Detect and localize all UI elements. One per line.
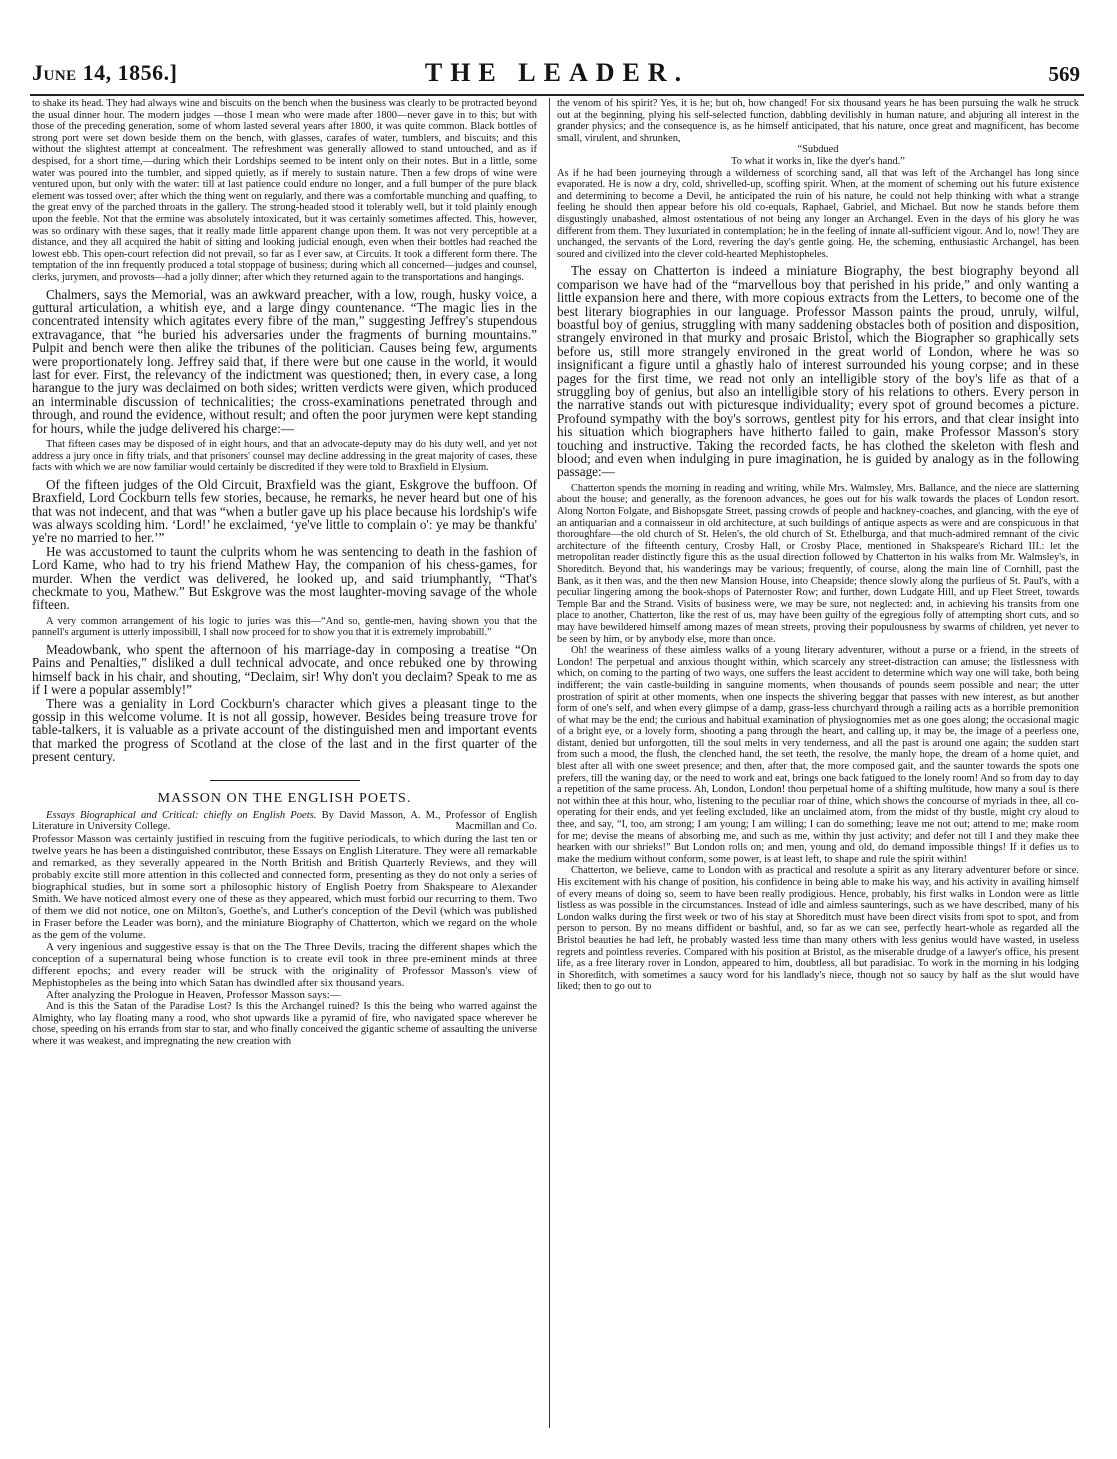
right-quote-resolute: Chatterton, we believe, came to London with as practical and resolute a spirit as any literary adventurer before or since. His excitement with his change of position, his confidence in being able to make his way, and his activity in availing himself of every means of doing so, seem to have been really prodigious. Hence, probably, his first walks in London were as little listless as was possible in the circumstances. Instead of idle and aimless saunterings, such as we have described, many of his London walks during the first week or two of his stay at Shoreditch must have been direct visits from spot to spot, and from person to person. By no means diffident or bashful, and, so far as we can see, perfectly heart-whole as regarded all the Bristol beauties he had left, he probably wasted less time than many others with less genius would have wasted, in useless regrets and pointless reveries. Compared with his position at Bristol, as the miserable drudge of a lawyer's office, his present life, as a free literary rover in London, appeared to him, doubtless, all but paradisiac. To work in the morning in his lodging in Shoreditch, with sometimes a saucy word for his landlady's niece, though not so saucy by half as the slut would have liked; then to go out to [557, 865, 1079, 993]
left-paragraph-meadowbank: Meadowbank, who spent the afternoon of his marriage-day in composing a treatise “On Pains and Penalties,” disliked a dull technical advocate, and once rebuked one by throwing himself back in his chair, and shouting, “Declaim, sir! Why don't you declaim? Speak to me as if I were a popular assembly!” [32, 642, 537, 698]
bibliographic-line [32, 810, 537, 834]
left-paragraph-chalmers: Chalmers, says the Memorial, was an awkward preacher, with a low, rough, husky voice, a guttural articulation, a whitish eye, and a large dingy countenance. “The magic lies in the concentrated intensity which agitates every fibre of the man,” suggesting Jeffrey's stupendous extravagance, that “he buried his adversaries under the fragments of burning mountains.” Pulpit and bench were then alike the tribunes of the politician. Causes being few, arguments were proportionately long. Jeffrey said that, if there were but one cause in the world, it would last for ever. First, the relevancy of the indictment was questioned; then, in every case, a long harangue to the jury was declaimed on both sides; written verdicts were given, which produced an interminable discussion of technicalities; the cross-examinations penetrated through and through, and round the evidence, without result; and often the poor jurymen were kept standing for hours, while the judge delivered his charge:— [32, 286, 537, 436]
left-paragraph-prologue: After analyzing the Prologue in Heaven, Professor Masson says:— [46, 989, 341, 1002]
newspaper-title: THE LEADER. [424, 58, 690, 87]
left-quote-2: That fifteen cases may be disposed of in eight hours, and that an advocate-deputy may do his duty well, and yet not address a jury once in fifty trials, and that prisoners' counsel may decline addressing in the great majority of cases, these facts with which we are now familiar would certainly be discredited if they were told to Braxfield in Elysium. [32, 438, 537, 474]
book-author: By David Masson, A. M., Professor of English Literature in University College. [32, 809, 538, 833]
right-quote-archangel: As if he had been journeying through a wilderness of scorching sand, all that was left of the Archangel has long since evaporated. He is now a dry, cold, shrivelled-up, scoffing spirit. When, at the moment of scheming out his future existence and determining to become a Devil, he anticipated the ruin of his nature, he could not help thinking with what a strange feeling he should then appear before his old co-equals, Raphael, Gabriel, and Michael. But now he stands before them disgustingly unabashed, almost ostentatious of not being any longer an Archangel. Even in the days of his glory he was different from them. They luxuriated in contemplation; he in the feeling of innate all-sufficient vigour. And lo, now! They are unchanged, the servants of the Lord, revering the day's gentle going. He, the scheming, enthusiastic Archangel, has been soured and civilized into the clever cold-hearted Mephistopheles. [557, 167, 1079, 260]
book-publisher: Macmillan and Co. [455, 821, 537, 833]
left-paragraph-three-devils: A very ingenious and suggestive essay is that on the The Three Devils, tracing the different shapes which the conception of a supernatural being whose function is to create evil took in three pre-eminent minds at three different epochs; and every reader will be struck with the originality of Professor Masson's view of Mephistopheles as the being into which Satan has dwindled after six thousand years. [32, 941, 537, 990]
right-quote-weariness: Oh! the weariness of these aimless walks of a young literary adventurer, without a purse or a friend, in the streets of London! The perpetual and anxious thought within, which scarcely any street-distraction can amuse; the listlessness with which, on coming to the parting of two ways, one suffers the least accident to determine which way one will take, both being indifferent; the vain castle-building in sanguine moments, when thousands of pounds seem possible and near; the utter prostration of spirit at other moments, when one inspects the shivering beggar that passes with new interest, as but another form of one's self, and when every glimpse of a damp, grass-less churchyard through a railing acts as a horrible premonition of what may be the end; the curious and habitual examination of physiognomies met as one goes along; the occasional magic of a bright eye, or a lovely form, shooting a pang through the heart, and calling up, it may be, the image of a peerless one, distant, denied but unforgotten, till the soul melts in very tenderness, and all the past is around one again; the sudden start from such a mood, the flush, the clenched hand, the set teeth, the resolve, the manly hope, the dream of a home quiet, and blest after all with one sweet presence; and then, after that, the more composed gait, and the saunter towards the spots one prefers, till the waning day, or the need to work and eat, brings one back fatigued to the lonely room! And so from day to day a repetition of the same process. Ah, London, London! thou perpetual home of a shifting multitude, how many a soul is there not within thee at this hour, who, listening to the peculiar roar of thine, which shows the concourse of myriads in thee, all co-operating for their ends, and yet feeling excluded, like an unclaimed atom, from the midst of thy bustle, might cry aloud to thee, and say, “I, too, am strong; I am young; I am willing; I can do something; leave me not out; attend to me; make room for me; devise the means of absorbing me, and such as me, within thy just activity; and defer not till I and they make thee hearken with our shrieks!” But London rolls on; and men, young and old, do demand impossible things! If it defies us to make the medium without conform, some power, is at least left, to shape and rule the spirit within! [557, 645, 1079, 865]
page-number: 569 [1048, 62, 1080, 86]
section-separator [210, 780, 360, 781]
right-verse-line-1: “Subdued [797, 144, 839, 156]
left-quote-3: A very common arrangement of his logic to juries was this—“And so, gentle-men, having shown you that the pannell's argument is utterly impossibill, I shall now proceed for to show you that it is extremely improbabill.” [32, 615, 537, 639]
left-paragraph-braxfield: Of the fifteen judges of the Old Circuit, Braxfield was the giant, Eskgrove the buffoon. Of Braxfield, Lord Cockburn tells few stories, because, he remarks, he never heard but one of his that was not indecent, and that was “when a butler gave up his place because his lordship's wife was always scolding him. ‘Lord!’ he exclaimed, ‘ye've little to complain o': ye may be thankfu' ye're no married to her.’” [32, 476, 537, 546]
issue-date: June 14, 1856.] [32, 60, 178, 85]
column-divider [549, 98, 550, 1428]
header-rule [30, 94, 1084, 96]
left-quote-satan: And is this the Satan of the Paradise Lost? Is this the Archangel ruined? Is this the being who warred against the Almighty, who lay floating many a rood, who shot upwards like a pyramid of fire, who navigated space wherever he chose, speeding on his errands from star to star, and who finally conceived the gigantic scheme of assaulting the universe where it was weakest, and impregnating the new creation with [32, 1001, 537, 1048]
left-paragraph-masson: Professor Masson was certainly justified in rescuing from the fugitive periodicals, to which during the last ten or twelve years he has been a distinguished contributor, these Essays on English Literature. They were all remarkable and remarked, as they severally appeared in the North British and British Quarterly Reviews, and they will probably excite still more attention in this collected and connected form, presenting as they do not only a series of biographical studies, but in some sort a philosophic history of English Poetry from Shakspeare to Alexander Smith. We have noticed almost every one of these as they appeared, which must forbid our recurring to them. Two of them we did not notice, one on Milton's, Goethe's, and Luther's conception of the Devil (which was published in Fraser before the Leader was born), and the miniature Biography of Chatterton, which we regard on the whole as the gem of the volume. [32, 833, 537, 942]
right-paragraph-chatterton: The essay on Chatterton is indeed a miniature Biography, the best biography beyond all comparison we have had of the “marvellous boy that perished in his pride,” and only wanting a little expansion here and there, with more copious extracts from the Letters, to become one of the best literary biographies in our language. Professor Masson paints the proud, unruly, wilful, boastful boy of genius, struggling with many saddening obstacles both of position and disposition, strangely environed in that murky and prosaic Bristol, which the Biographer so graphically sets before us, still more strangely environed in the great world of London, where he was so insignificant a figure until a ghastly halo of interest surrounded his young corpse; and in these pages for the first time, we read not only an intelligible story of the boy's life as that of a struggling boy of genius, but also an intelligible story of his relations to others. Every person in the narrative stands out with picturesque individuality; every spot of ground becomes a picture. Profound sympathy with the boy's sorrows, gentlest pity for his errors, and that clear insight into his situation which biographers have hitherto failed to gain, make Professor Masson's story touching and instructive. Taking the recorded facts, he has clothed the skeleton with flesh and blood; and even when indulging in pure imagination, he is guided by analogy as in the following passage:— [557, 263, 1079, 480]
right-quote-continuation: the venom of his spirit? Yes, it is he; but oh, how changed! For six thousand years he has been pursuing the walk he struck out at the beginning, plying his self-selected function, dabbling devilishly in human nature, and abjuring all interest in the grander physics; and the consequence is, as he himself anticipated, that his nature, once great and magnificent, has become small, virulent, and shrunken, [557, 98, 1079, 144]
right-quote-walks: Chatterton spends the morning in reading and writing, while Mrs. Walmsley, Mrs. Ballance, and the niece are slatterning about the house; and generally, as the forenoon advances, he goes out for his walk towards the places of London resort. Along Norton Folgate, and Bishopsgate Street, passing crowds of people and hackney-coaches, and glancing, with the eye of an antiquarian and a connaisseur in old architecture, at such buildings of antique aspects as were and are conspicuous in that thoroughfare—the old church of St. Helen's, the old church of St. Ethelburga, and that much-admired remnant of the civic architecture of the fifteenth century, Crosby Hall, or Crosby Place, mentioned in Shakspeare's Richard III.: let the metropolitan reader distinctly figure this as the usual direction followed by Chatterton in his walks from Mr. Walmsley's, in Shoreditch. Beyond that, his wanderings may be various; frequently, of course, along the main line of Cornhill, past the Bank, as it then was, and the then new Mansion House, into Cheapside; thence slowly along the purlieus of St. Paul's, with a peculiar lingering among the book-shops of Paternoster Row; and further, down Ludgate Hill, and up Fleet Street, towards Temple Bar and the Strand. Visits of business were, we may be sure, not neglected: and, in achieving his transits from one place to another, Chatterton, like the rest of us, may have been guilty of the egregious folly of attempting short cuts, and so may have bewildered himself among mazes of mean streets, proving their populousness by swarms of children, yet never to be seen by him, or by anybody else, more than once. [557, 482, 1079, 645]
left-column [32, 98, 537, 1048]
left-paragraph-geniality: There was a geniality in Lord Cockburn's character which gives a pleasant tinge to the gossip in this welcome volume. It is not all gossip, however. Besides being treasure trove for table-talkers, it is valuable as a private account of the distinguished men and important events that marked the progress of Scotland at the close of the last and in the first quarter of the present century. [32, 695, 537, 765]
right-column [557, 98, 1079, 993]
left-paragraph-kame: He was accustomed to taunt the culprits whom he was sentencing to death in the fashion of Lord Kame, who had to try his friend Mathew Hay, the companion of his chess-games, for murder. When the verdict was delivered, he looked up, and said triumphantly, “That's checkmate to you, Mathew.” But Eskgrove was the most laughter-moving savage of the whole fifteen. [32, 543, 537, 613]
book-title: Essays Biographical and Critical: chiefly on English Poets. [46, 809, 317, 821]
article-heading: MASSON ON THE ENGLISH POETS. [157, 790, 412, 806]
masthead [30, 52, 1084, 92]
right-verse-line-2: To what it works in, like the dyer's hand.” [731, 155, 905, 167]
left-quote-1: to shake its head. They had always wine and biscuits on the bench when the business was clearly to be protracted beyond the usual dinner hour. The modern judges —those I mean who were made after 1800—never gave in to this; but with those of the preceding generation, some of whom lasted several years after 1800, it was quite common. Black bottles of strong port were set down beside them on the bench, with glasses, carafes of water, tumblers, and biscuits; and this without the slightest attempt at concealment. The refreshment was generally allowed to stand untouched, and as if despised, for a short time,—during which their Lordships seemed to be intent only on their notes. But in a little, some water was poured into the tumbler, and sipped quietly, as if merely to sustain nature. Then a few drops of wine were ventured upon, but only with the water: till at last patience could endure no longer, and a full bumper of the pure black element was tossed over; after which the thing went on regularly, and there was a comfortable munching and quaffing, to the great envy of the parched throats in the gallery. The strong-headed stood it tolerably well, but it told plainly enough upon the feeble. Not that the ermine was absolutely intoxicated, but it was certainly sometimes affected. This, however, was so ordinary with these sages, that it really made little apparent change upon them. It was not very perceptible at a distance, and they all acquired the habit of sitting and looking judicial enough, even when their bottles had reached the lowest ebb. This open-court refection did not prevail, so far as I ever saw, at Circuits. It took a different form there. The temptation of the inn frequently produced a total stoppage of business; during which all concerned—judges and counsel, clerks, jurymen, and provosts—had a jolly dinner; after which they returned again to the transportations and hangings. [32, 98, 537, 283]
